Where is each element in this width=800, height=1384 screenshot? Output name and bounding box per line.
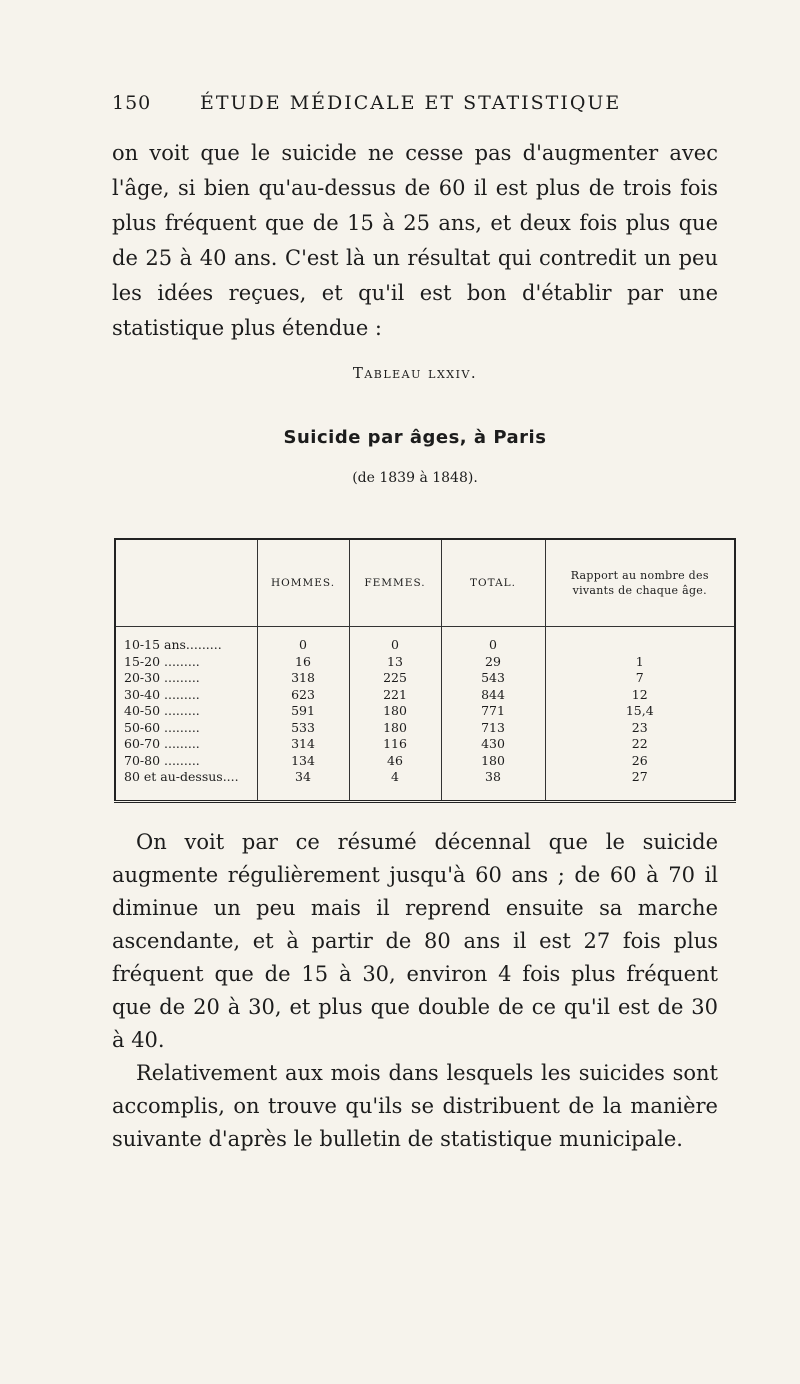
table-row bbox=[115, 769, 735, 801]
cell-age: 50-60 ......... bbox=[115, 720, 257, 737]
cell-total: 713 bbox=[441, 720, 545, 737]
cell-rapport: 27 bbox=[631, 769, 648, 784]
closing-paragraph: Relativement aux mois dans lesquels les suicides sont accomplis, on trouve qu'ils se distribuent de la manière suivante d'après le bulletin de statistique municipale. bbox=[112, 1061, 718, 1151]
table-row bbox=[115, 670, 735, 687]
table-row bbox=[115, 753, 735, 770]
cell-rapport bbox=[545, 627, 735, 654]
table-row bbox=[115, 654, 735, 671]
table-row bbox=[115, 703, 735, 720]
cell-total: 430 bbox=[441, 736, 545, 753]
cell-total: 543 bbox=[441, 670, 545, 687]
cell-rapport: 7 bbox=[635, 670, 644, 685]
cell-total: 771 bbox=[441, 703, 545, 720]
header-rapport: Rapport au nombre des vivants de chaque âge. bbox=[545, 539, 735, 627]
cell-rapport: 12 bbox=[631, 686, 648, 702]
cell-age: 15-20 ......... bbox=[115, 654, 257, 671]
cell-rapport: 1 bbox=[635, 653, 644, 669]
intro-paragraph: on voit que le suicide ne cesse pas d'augmenter avec l'âge, si bien qu'au-dessus de 60 il est plus de trois fois plus fréquent que de 15 à 25 ans, et deux fois plus que de 25 à 40 ans. C'est là un résultat qui contredit un peu les idées reçues, et qu'il est bon d'établir par une statistique plus étendue : bbox=[112, 141, 718, 340]
cell-femmes: 116 bbox=[349, 736, 441, 753]
cell-total: 180 bbox=[441, 753, 545, 770]
cell-rapport: 23 bbox=[631, 719, 648, 735]
cell-femmes: 0 bbox=[349, 627, 441, 654]
table-header-row bbox=[115, 539, 735, 627]
cell-hommes: 623 bbox=[257, 687, 349, 704]
closing-text bbox=[112, 826, 718, 1156]
header-hommes: HOMMES. bbox=[257, 539, 349, 627]
cell-femmes: 180 bbox=[349, 703, 441, 720]
cell-hommes: 16 bbox=[257, 654, 349, 671]
running-title: ÉTUDE MÉDICALE ET STATISTIQUE bbox=[200, 92, 622, 114]
header-femmes: FEMMES. bbox=[349, 539, 441, 627]
table-row bbox=[115, 720, 735, 737]
cell-age: 10-15 ans......... bbox=[115, 627, 257, 654]
cell-rapport: 26 bbox=[631, 752, 648, 768]
cell-age: 20-30 ......... bbox=[115, 670, 257, 687]
cell-hommes: 533 bbox=[257, 720, 349, 737]
cell-age: 40-50 ......... bbox=[115, 703, 257, 720]
cell-femmes: 225 bbox=[349, 670, 441, 687]
table-row bbox=[115, 627, 735, 654]
table-subtitle: (de 1839 à 1848). bbox=[352, 470, 478, 486]
table-title: Suicide par âges, à Paris bbox=[283, 427, 547, 448]
cell-age: 80 et au-dessus.... bbox=[115, 769, 257, 801]
suicide-by-age-table bbox=[114, 538, 736, 803]
cell-total: 38 bbox=[441, 769, 545, 801]
cell-hommes: 318 bbox=[257, 670, 349, 687]
cell-total: 844 bbox=[441, 687, 545, 704]
header-age bbox=[115, 539, 257, 627]
cell-age: 70-80 ......... bbox=[115, 753, 257, 770]
closing-paragraph: On voit par ce résumé décennal que le suicide augmente régulièrement jusqu'à 60 ans ; de 60 à 70 il diminue un peu mais il reprend ensuite sa marche ascendante, et à partir de 80 ans il est 27 fois plus fréquent que de 15 à 30, environ 4 fois plus fréquent que de 20 à 30, et plus que double de ce qu'il est de 30 à 40. bbox=[112, 830, 718, 1052]
cell-femmes: 46 bbox=[349, 753, 441, 770]
cell-hommes: 314 bbox=[257, 736, 349, 753]
cell-rapport: 22 bbox=[631, 736, 648, 751]
cell-femmes: 13 bbox=[349, 654, 441, 671]
cell-total: 29 bbox=[441, 654, 545, 671]
cell-age: 30-40 ......... bbox=[115, 687, 257, 704]
cell-femmes: 221 bbox=[349, 687, 441, 704]
cell-hommes: 34 bbox=[257, 769, 349, 801]
cell-hommes: 591 bbox=[257, 703, 349, 720]
page-number: 150 bbox=[112, 92, 152, 114]
table-row bbox=[115, 687, 735, 704]
table-label: Tableau lxxiv. bbox=[352, 364, 478, 382]
header-total: TOTAL. bbox=[441, 539, 545, 627]
cell-femmes: 4 bbox=[349, 769, 441, 801]
cell-total: 0 bbox=[441, 627, 545, 654]
cell-hommes: 134 bbox=[257, 753, 349, 770]
cell-femmes: 180 bbox=[349, 720, 441, 737]
cell-age: 60-70 ......... bbox=[115, 736, 257, 753]
cell-rapport: 15,4 bbox=[625, 703, 654, 718]
page-header bbox=[112, 92, 712, 118]
table-row bbox=[115, 736, 735, 753]
cell-hommes: 0 bbox=[257, 627, 349, 654]
